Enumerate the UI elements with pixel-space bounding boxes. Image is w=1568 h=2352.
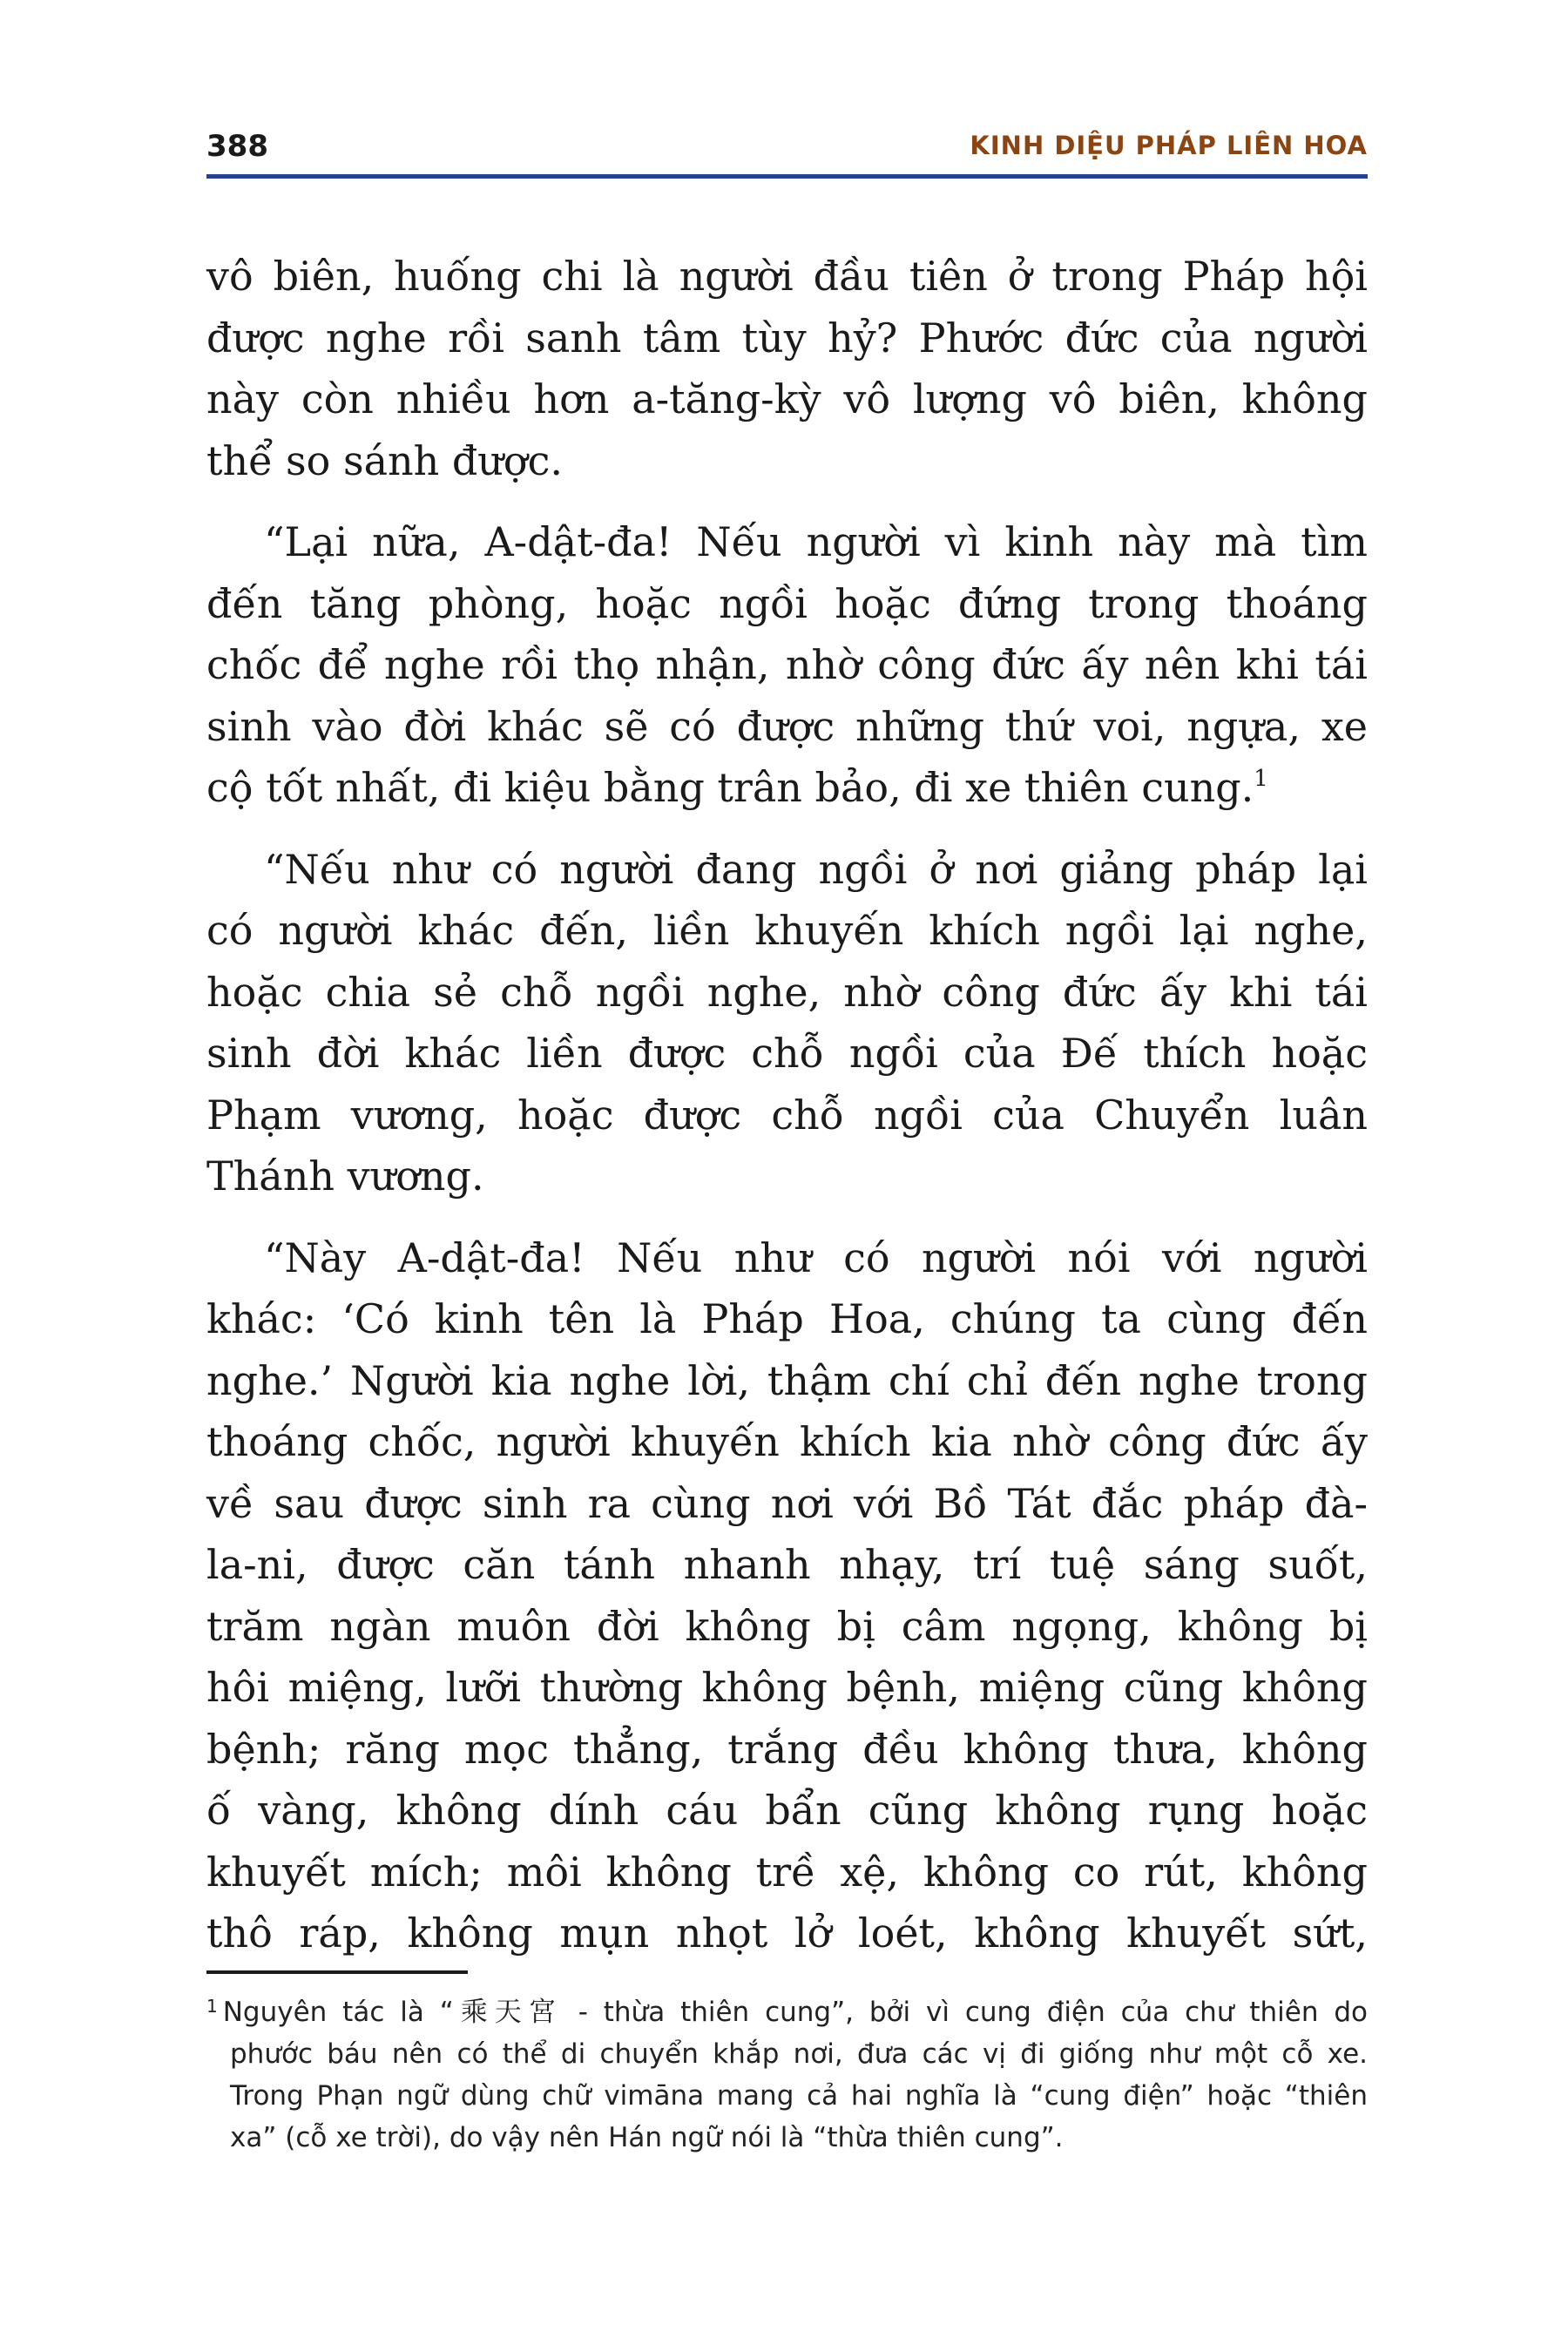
text-line: khuyết mích; môi không trề xệ, không co rút, không <box>206 1848 1368 1896</box>
text-line: “Lại nữa, A-dật-đa! Nếu người vì kinh này mà tìm <box>264 518 1368 565</box>
text-line: khác: ‘Có kinh tên là Pháp Hoa, chúng ta cùng đến <box>206 1295 1368 1342</box>
page-number: 388 <box>206 129 268 164</box>
paragraph-1 <box>206 246 1368 491</box>
text-line-content: cộ tốt nhất, đi kiệu bằng trân bảo, đi xe thiên cung. <box>206 764 1254 811</box>
text-line: chốc để nghe rồi thọ nhận, nhờ công đức ấy nên khi tái <box>206 641 1368 688</box>
footnote <box>206 1991 1368 2159</box>
text-line: đến tăng phòng, hoặc ngồi hoặc đứng trong thoáng <box>206 579 1368 627</box>
text-line: thoáng chốc, người khuyến khích kia nhờ công đức ấy <box>206 1418 1368 1465</box>
text-line: Thánh vương. <box>206 1152 484 1200</box>
footnote-line: Trong Phạn ngữ dùng chữ vimāna mang cả hai nghĩa là “cung điện” hoặc “thiên <box>230 2080 1368 2112</box>
text-line: trăm ngàn muôn đời không bị câm ngọng, không bị <box>206 1602 1368 1650</box>
text-line: Phạm vương, hoặc được chỗ ngồi của Chuyển luân <box>206 1091 1368 1139</box>
text-line: có người khác đến, liền khuyến khích ngồi lại nghe, <box>206 907 1368 954</box>
page-header <box>206 122 1368 174</box>
footnote-line: xa” (cỗ xe trời), do vậy nên Hán ngữ nói là “thừa thiên cung”. <box>230 2122 1064 2153</box>
footnote-mark: 1 <box>206 1996 218 2017</box>
footnote-line-content: Nguyên tác là “乘天宮 - thừa thiên cung”, bởi vì cung điện của chư thiên do <box>222 1997 1368 2028</box>
text-line: vô biên, huống chi là người đầu tiên ở trong Pháp hội <box>206 253 1368 300</box>
text-line: thể so sánh được. <box>206 436 564 484</box>
paragraph-2 <box>206 511 1368 819</box>
text-line: sinh vào đời khác sẽ có được những thứ voi, ngựa, xe <box>206 702 1368 750</box>
paragraph-3 <box>206 839 1368 1207</box>
paragraph-4 <box>206 1227 1368 1964</box>
footnote-reference[interactable]: 1 <box>1254 766 1268 792</box>
text-line: được nghe rồi sanh tâm tùy hỷ? Phước đức của người <box>206 314 1368 362</box>
footnote-separator <box>206 1970 468 1974</box>
text-line: “Này A-dật-đa! Nếu như có người nói với người <box>264 1233 1368 1281</box>
text-line: nghe.’ Người kia nghe lời, thậm chí chỉ đến nghe trong <box>206 1356 1368 1404</box>
text-line: la-ni, được căn tánh nhanh nhạy, trí tuệ sáng suốt, <box>206 1541 1368 1588</box>
header-rule <box>206 174 1368 179</box>
text-line: sinh đời khác liền được chỗ ngồi của Đế thích hoặc <box>206 1030 1368 1077</box>
text-line: về sau được sinh ra cùng nơi với Bồ Tát đắc pháp đà- <box>206 1479 1368 1527</box>
text-line: “Nếu như có người đang ngồi ở nơi giảng pháp lại <box>264 845 1368 893</box>
text-line: hoặc chia sẻ chỗ ngồi nghe, nhờ công đức ấy khi tái <box>206 968 1368 1016</box>
footnote-line: phước báu nên có thể di chuyển khắp nơi, đưa các vị đi giống như một cỗ xe. <box>230 2038 1368 2070</box>
footnote-line <box>206 1991 1368 2033</box>
text-line: này còn nhiều hơn a-tăng-kỳ vô lượng vô biên, không <box>206 375 1368 422</box>
running-title: KINH DIỆU PHÁP LIÊN HOA <box>970 131 1368 160</box>
text-line: hôi miệng, lưỡi thường không bệnh, miệng cũng không <box>206 1664 1368 1711</box>
text-line: ố vàng, không dính cáu bẩn cũng không rụng hoặc <box>206 1787 1368 1834</box>
text-line: bệnh; răng mọc thẳng, trắng đều không thưa, không <box>206 1725 1368 1773</box>
body-text <box>206 246 1368 1984</box>
text-line <box>206 757 1368 819</box>
text-line: thô ráp, không mụn nhọt lở loét, không khuyết sứt, <box>206 1909 1368 1957</box>
